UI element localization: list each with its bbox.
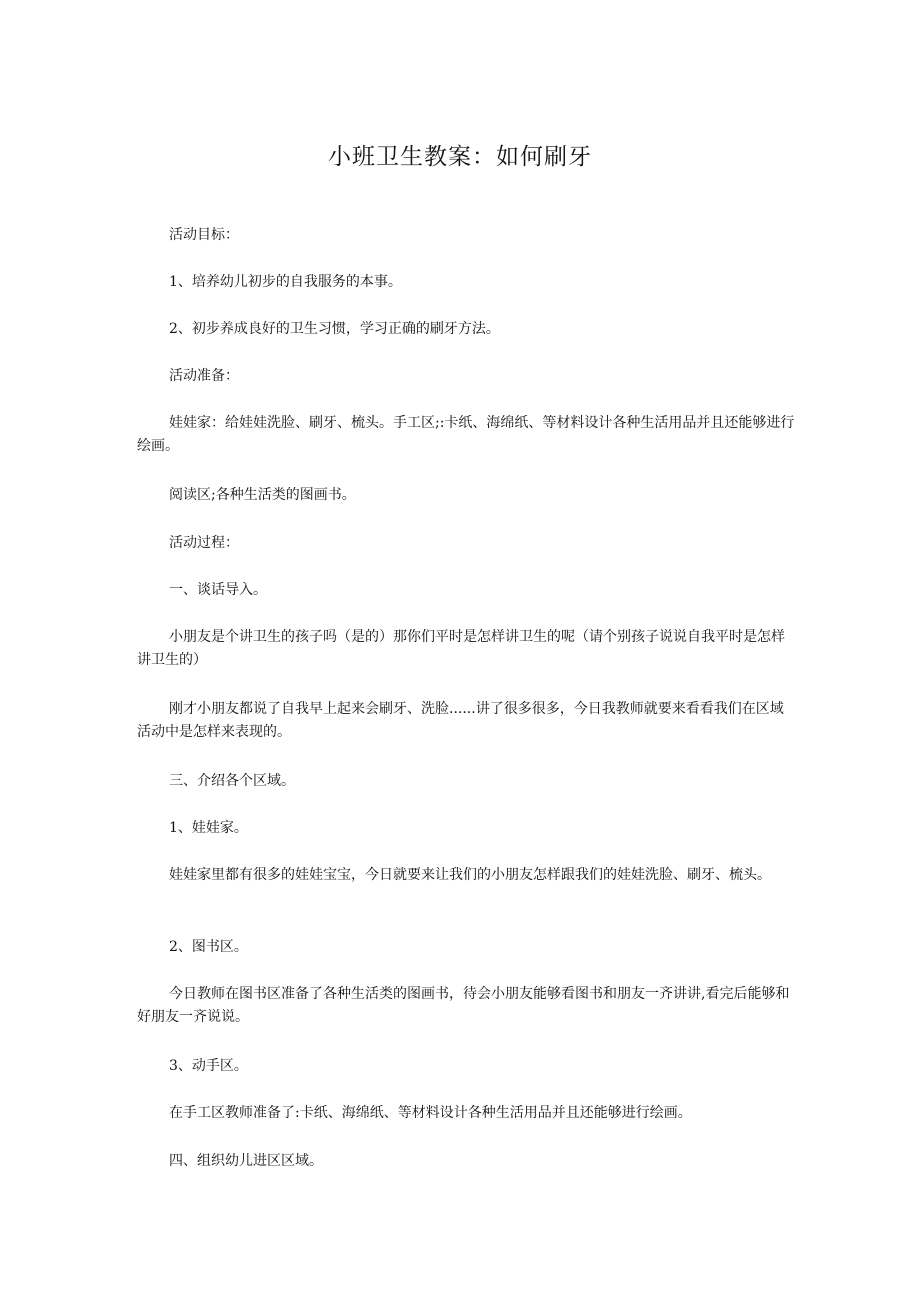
paragraph-goal-1: 1、培养幼儿初步的自我服务的本事。 [169,274,402,290]
paragraph-preparation-heading: 活动准备： [169,368,239,384]
paragraph-area-1-desc: 娃娃家里都有很多的娃娃宝宝，今日就要来让我们的小朋友怎样跟我们的娃娃洗脸、刷牙、梳头。 [169,867,771,883]
paragraph-section-3: 三、介绍各个区域。 [169,773,295,789]
paragraph-area-3-desc: 在手工区教师准备了:卡纸、海绵纸、等材料设计各种生活用品并且还能够进行绘画。 [169,1105,692,1121]
paragraph-process-heading: 活动过程： [169,535,239,551]
paragraph-preparation-doll-house: 娃娃家：给娃娃洗脸、刷牙、梳头。手工区;:卡纸、海绵纸、等材料设计各种生活用品并且还能够进行绘画。 [137,415,795,454]
paragraph-area-3: 3、动手区。 [169,1058,248,1074]
paragraph-section-4: 四、组织幼儿进区区域。 [169,1153,323,1169]
paragraph-activity-goals-heading: 活动目标： [169,227,239,243]
paragraph-section-1: 一、谈话导入。 [169,582,267,598]
paragraph-goal-2: 2、初步养成良好的卫生习惯，学习正确的刷牙方法。 [169,321,500,337]
paragraph-area-2: 2、图书区。 [169,939,248,955]
paragraph-talk-intro: 小朋友是个讲卫生的孩子吗（是的）那你们平时是怎样讲卫生的呢（请个别孩子说说自我平时是怎样讲卫生的） [137,629,785,668]
paragraph-talk-followup: 刚才小朋友都说了自我早上起来会刷牙、洗脸......讲了很多很多，今日我教师就要来看看我们在区域活动中是怎样来表现的。 [137,701,784,740]
page-title: 小班卫生教案：如何刷牙 [328,144,592,170]
paragraph-area-2-desc: 今日教师在图书区准备了各种生活类的图画书，待会小朋友能够看图书和朋友一齐讲讲,看完后能够和好朋友一齐说说。 [137,986,790,1025]
paragraph-preparation-reading: 阅读区;各种生活类的图画书。 [169,487,356,503]
paragraph-area-1: 1、娃娃家。 [169,820,248,836]
